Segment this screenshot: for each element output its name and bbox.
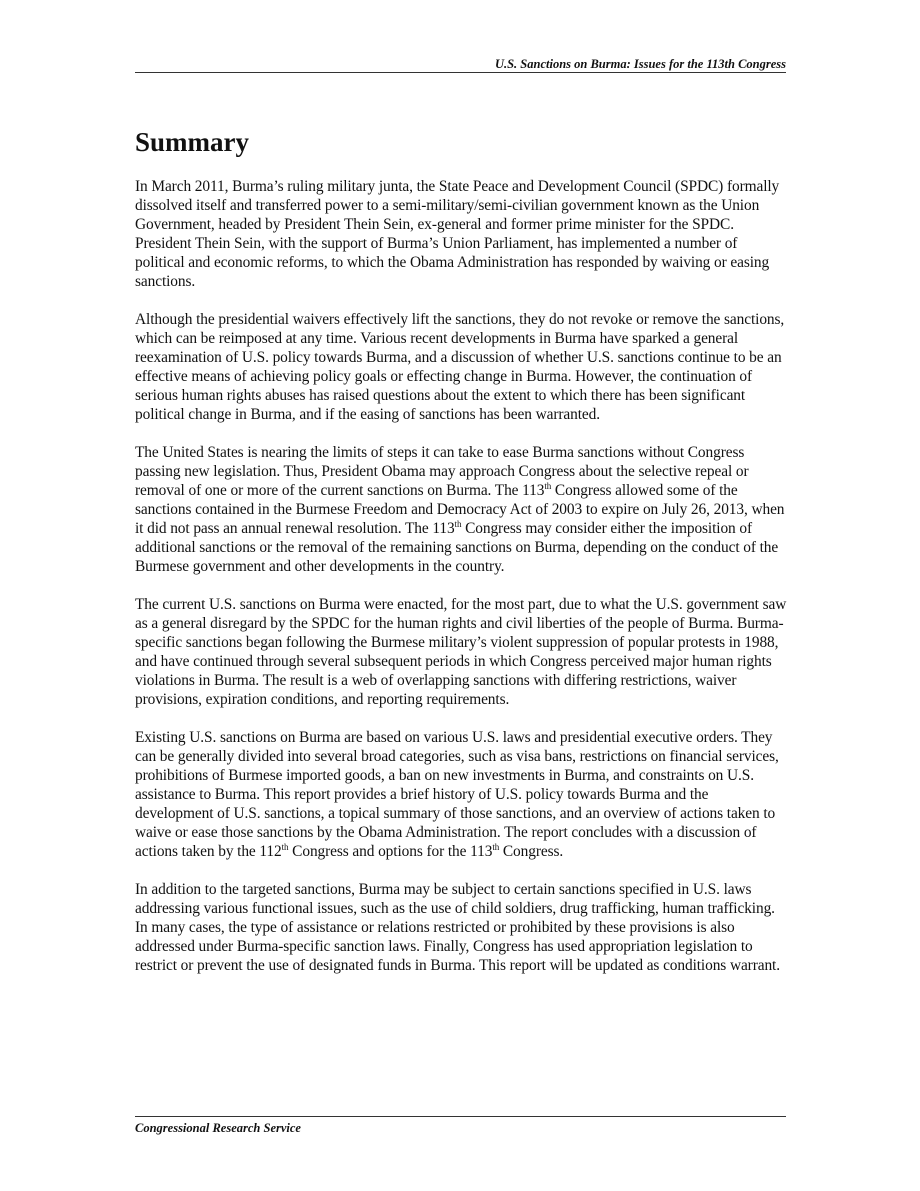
paragraph-3-text-b: Congress allowed some of the sanctions contained in the Burmese Freedom and Democracy Act of 2003 to expire on July 26, 2013, when it did not pass an annual renewal resolution. The 113 [135, 482, 785, 537]
summary-body [135, 177, 787, 994]
paragraph-5 [135, 728, 787, 861]
footer-rule [135, 1116, 786, 1117]
paragraph-5-text-a: Existing U.S. sanctions on Burma are based on various U.S. laws and presidential executive orders. They can be generally divided into several broad categories, such as visa bans, restrictions on financial services, prohibitions of Burmese imported goods, a ban on new investments in Burma, and constraints on U.S. assistance to Burma. This report provides a brief history of U.S. policy towards Burma and the development of U.S. sanctions, a topical summary of those sanctions, and an overview of actions taken to waive or ease those sanctions by the Obama Administration. The report concludes with a discussion of actions taken by the 112 [135, 729, 779, 860]
paragraph-3-text-a: The United States is nearing the limits of steps it can take to ease Burma sanctions without Congress passing new legislation. Thus, President Obama may approach Congress about the selective repeal or removal of one or more of the current sanctions on Burma. The 113 [135, 444, 749, 499]
ordinal-superscript: th [544, 481, 552, 491]
paragraph-5-text-c: Congress. [499, 843, 564, 860]
ordinal-superscript: th [492, 842, 500, 852]
paragraph-3-text-c: Congress may consider either the imposition of additional sanctions or the removal of the remaining sanctions on Burma, depending on the conduct of the Burmese government and other developments in the country. [135, 520, 779, 575]
header-rule [135, 72, 786, 73]
paragraph-5-text-b: Congress and options for the 113 [288, 843, 493, 860]
ordinal-superscript: th [281, 842, 289, 852]
paragraph-2: Although the presidential waivers effectively lift the sanctions, they do not revoke or remove the sanctions, which can be reimposed at any time. Various recent developments in Burma have sparked a general reexamination of U.S. policy towards Burma, and a discussion of whether U.S. sanctions continue to be an effective means of achieving policy goals or effecting change in Burma. However, the continuation of serious human rights abuses has raised questions about the extent to which there has been significant political change in Burma, and if the easing of sanctions has been warranted. [135, 311, 785, 423]
running-header: U.S. Sanctions on Burma: Issues for the 113th Congress [494, 57, 786, 71]
paragraph-6: In addition to the targeted sanctions, Burma may be subject to certain sanctions specified in U.S. laws addressing various functional issues, such as the use of child soldiers, drug trafficking, human trafficking. In many cases, the type of assistance or relations restricted or prohibited by these provisions is also addressed under Burma-specific sanction laws. Finally, Congress has used appropriation legislation to restrict or prevent the use of designated funds in Burma. This report will be updated as conditions warrant. [135, 881, 780, 974]
paragraph-4: The current U.S. sanctions on Burma were enacted, for the most part, due to what the U.S. government saw as a general disregard by the SPDC for the human rights and civil liberties of the people of Burma. Burma-specific sanctions began following the Burmese military’s violent suppression of popular protests in 1988, and have continued through several subsequent periods in which Congress perceived major human rights violations in Burma. The result is a web of overlapping sanctions with differing restrictions, waiver provisions, expiration conditions, and reporting requirements. [135, 596, 787, 708]
ordinal-superscript: th [454, 519, 462, 529]
paragraph-1: In March 2011, Burma’s ruling military junta, the State Peace and Development Council (SPDC) formally dissolved itself and transferred power to a semi-military/semi-civilian government known as the Union Government, headed by President Thein Sein, ex-general and former prime minister for the SPDC. President Thein Sein, with the support of Burma’s Union Parliament, has implemented a number of political and economic reforms, to which the Obama Administration has responded by waiving or easing sanctions. [135, 178, 780, 290]
paragraph-3 [135, 443, 787, 576]
page-title: Summary [135, 127, 249, 157]
footer-label: Congressional Research Service [135, 1121, 301, 1135]
